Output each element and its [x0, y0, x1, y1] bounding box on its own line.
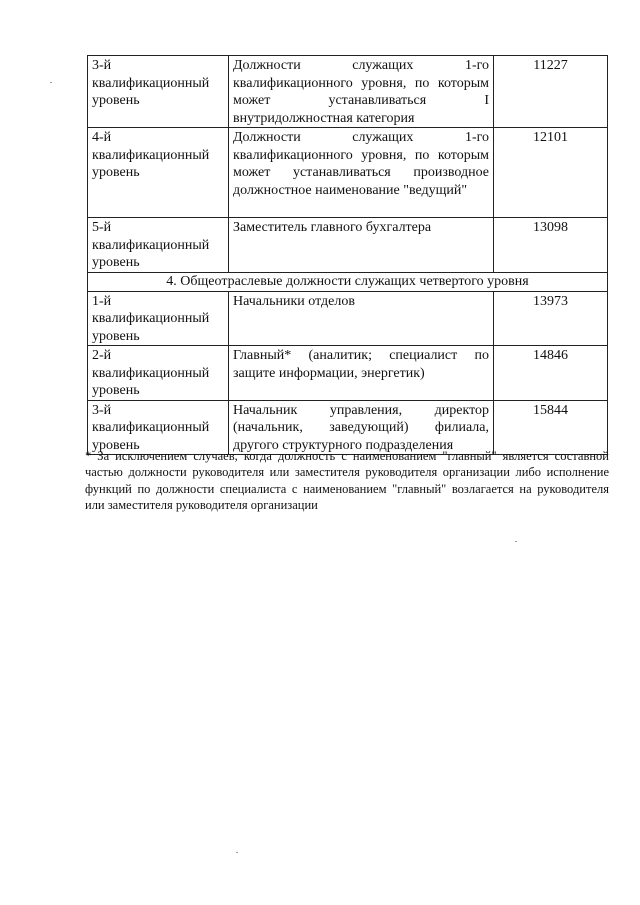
qualification-level: 3-й квалификационный уровень — [88, 400, 229, 455]
table-row — [88, 291, 608, 346]
qualification-level: 4-й квалификационный уровень — [88, 128, 229, 218]
salary-value: 11227 — [494, 56, 608, 128]
section-title: 4. Общеотраслевые должности служащих четвертого уровня — [88, 272, 608, 291]
qualification-level: 2-й квалификационный уровень — [88, 346, 229, 401]
position-description: Главный* (аналитик; специалист по защите информации, энергетик) — [229, 346, 494, 401]
scan-speck — [236, 852, 238, 853]
footnote: * За исключением случаев, когда должность с наименованием "главный" является составной частью должности руководителя или заместителя руководителя организации либо исполнение функций по должности специалиста с наименованием "главный" возлагается на руководителя или заместителя руководителя организации — [85, 449, 609, 512]
qualification-level: 5-й квалификационный уровень — [88, 218, 229, 273]
position-description: Должности служащих 1-го квалификационного уровня, по которым может устанавливаться I внутридолжностная категория — [229, 56, 494, 128]
salary-value: 13098 — [494, 218, 608, 273]
scan-speck — [515, 541, 517, 542]
salary-value: 12101 — [494, 128, 608, 218]
position-description: Начальники отделов — [229, 291, 494, 346]
table-row — [88, 400, 608, 455]
salary-value: 14846 — [494, 346, 608, 401]
scan-speck — [50, 82, 52, 83]
salary-value: 13973 — [494, 291, 608, 346]
position-description: Заместитель главного бухгалтера — [229, 218, 494, 273]
table-row — [88, 128, 608, 218]
salary-value: 15844 — [494, 400, 608, 455]
salary-table — [87, 55, 608, 455]
position-description: Начальник управления, директор (начальник, заведующий) филиала, другого структурного подразделения — [229, 400, 494, 455]
qualification-level: 3-й квалификационный уровень — [88, 56, 229, 128]
table-row — [88, 56, 608, 128]
position-description: Должности служащих 1-го квалификационного уровня, по которым может устанавливаться производное должностное наименование "ведущий" — [229, 128, 494, 218]
table-row — [88, 218, 608, 273]
table-row — [88, 346, 608, 401]
qualification-level: 1-й квалификационный уровень — [88, 291, 229, 346]
section-header-row — [88, 272, 608, 291]
